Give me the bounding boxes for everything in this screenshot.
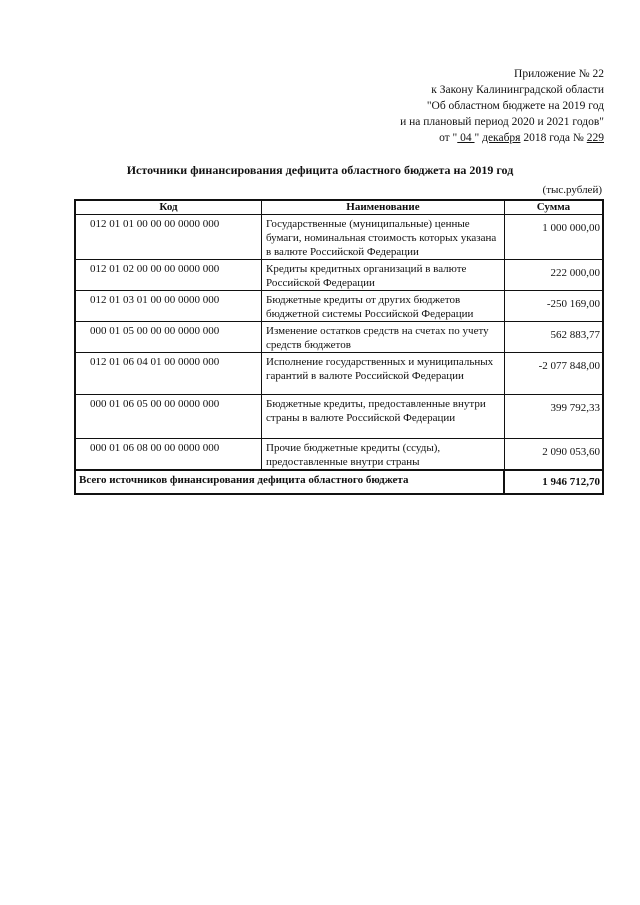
row-code: 012 01 03 01 00 00 0000 000 <box>75 291 262 322</box>
row-code: 000 01 06 08 00 00 0000 000 <box>75 439 262 471</box>
law-reference: к Закону Калининградской области <box>431 84 604 96</box>
row-sum: 222 000,00 <box>504 260 603 291</box>
table-row <box>75 439 603 471</box>
row-sum: 562 883,77 <box>504 322 603 353</box>
table-header-row <box>75 200 603 215</box>
total-label: Всего источников финансирования дефицита областного бюджета <box>75 470 504 494</box>
row-name: Исполнение государственных и муниципальных гарантий в валюте Российской Федерации <box>262 353 505 395</box>
document-title: Источники финансирования дефицита областного бюджета на 2019 год <box>126 163 514 177</box>
row-name: Государственные (муниципальные) ценные бумаги, номинальная стоимость которых указана в валюте Российской Федерации <box>262 215 505 260</box>
law-number: 229 <box>586 132 604 144</box>
row-name: Прочие бюджетные кредиты (ссуды), предоставленные внутри страны <box>262 439 505 471</box>
appendix-header <box>400 66 604 146</box>
table-row <box>75 353 603 395</box>
units-label: (тыс.рублей) <box>542 184 602 196</box>
total-sum: 1 946 712,70 <box>504 470 603 494</box>
row-name: Кредиты кредитных организаций в валюте Российской Федерации <box>262 260 505 291</box>
row-name: Изменение остатков средств на счетах по учету средств бюджетов <box>262 322 505 353</box>
row-sum: -2 077 848,00 <box>504 353 603 395</box>
law-title-continued: и на плановый период 2020 и 2021 годов" <box>400 116 604 128</box>
date-mid: " <box>474 132 483 144</box>
date-day: 04 <box>457 132 475 144</box>
table-row <box>75 322 603 353</box>
appendix-number: Приложение № 22 <box>514 68 604 80</box>
row-name: Бюджетные кредиты, предоставленные внутри страны в валюте Российской Федерации <box>262 395 505 439</box>
column-header-sum: Сумма <box>504 200 603 215</box>
table-row <box>75 291 603 322</box>
row-code: 000 01 05 00 00 00 0000 000 <box>75 322 262 353</box>
date-prefix: от " <box>439 132 458 144</box>
table-row <box>75 260 603 291</box>
row-code: 012 01 02 00 00 00 0000 000 <box>75 260 262 291</box>
total-row <box>75 470 603 494</box>
law-date-line <box>400 130 604 146</box>
date-year: 2018 года № <box>520 132 587 144</box>
row-sum: 2 090 053,60 <box>504 439 603 471</box>
row-sum: 399 792,33 <box>504 395 603 439</box>
table-row <box>75 395 603 439</box>
date-month: декабря <box>482 132 521 144</box>
table-row <box>75 215 603 260</box>
financing-table <box>74 199 604 495</box>
row-sum: -250 169,00 <box>504 291 603 322</box>
row-code: 012 01 01 00 00 00 0000 000 <box>75 215 262 260</box>
column-header-name: Наименование <box>262 200 505 215</box>
row-name: Бюджетные кредиты от других бюджетов бюджетной системы Российской Федерации <box>262 291 505 322</box>
row-sum: 1 000 000,00 <box>504 215 603 260</box>
column-header-code: Код <box>75 200 262 215</box>
row-code: 000 01 06 05 00 00 0000 000 <box>75 395 262 439</box>
row-code: 012 01 06 04 01 00 0000 000 <box>75 353 262 395</box>
law-title: "Об областном бюджете на 2019 год <box>426 100 604 112</box>
